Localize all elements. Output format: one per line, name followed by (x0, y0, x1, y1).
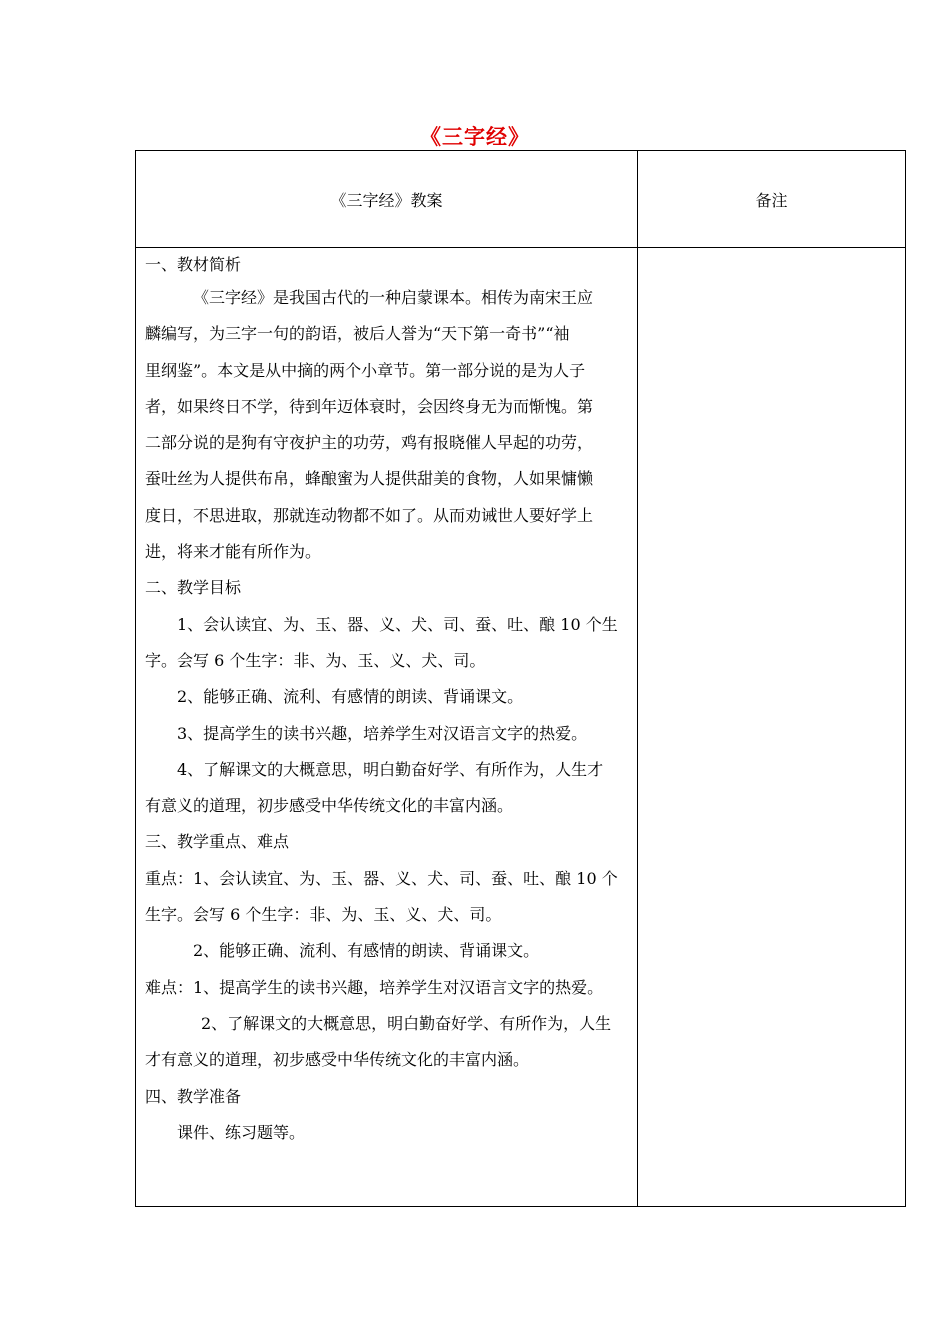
paragraph-line: 二部分说的是狗有守夜护主的功劳，鸡有报晓催人早起的功劳， (145, 433, 594, 453)
paragraph-line: 者，如果终日不学，待到年迈体衰时，会因终身无为而惭愧。第 (145, 396, 594, 416)
header-note-cell (638, 151, 906, 248)
paragraph-line: 麟编写，为三字一句的韵语，被后人誉为“天下第一奇书”“袖 (145, 324, 570, 344)
paragraph-line: 进，将来才能有所作为。 (145, 542, 322, 562)
list-item-line: 课件、练习题等。 (177, 1122, 306, 1142)
list-item-line: 2、能够正确、流利、有感情的朗读、背诵课文。 (193, 941, 540, 961)
list-item-line: 重点：1、会认读宜、为、玉、器、义、犬、司、蚕、吐、酿 10 个 (145, 868, 618, 888)
paragraph-line: 里纲鉴”。本文是从中摘的两个小章节。第一部分说的是为人子 (145, 360, 586, 380)
header-note-label: 备注 (755, 190, 788, 210)
header-main-label: 《三字经》教案 (330, 190, 443, 210)
list-item-line: 2、能够正确、流利、有感情的朗读、背诵课文。 (177, 687, 524, 707)
list-item-line: 字。会写 6 个生字：非、为、玉、义、犬、司。 (145, 650, 486, 670)
list-item-line: 1、会认读宜、为、玉、器、义、犬、司、蚕、吐、酿 10 个生 (177, 614, 618, 634)
paragraph-line: 蚕吐丝为人提供布帛，蜂酿蜜为人提供甜美的食物，人如果慵懒 (145, 469, 594, 489)
paragraph-line: 《三字经》是我国古代的一种启蒙课本。相传为南宋王应 (193, 288, 594, 307)
list-item-line: 4、了解课文的大概意思，明白勤奋好学、有所作为，人生才 (177, 759, 604, 779)
lesson-content-cell (136, 248, 638, 1207)
list-item-line: 2、了解课文的大概意思，明白勤奋好学、有所作为，人生 (201, 1013, 612, 1033)
list-item-line: 才有意义的道理，初步感受中华传统文化的丰富内涵。 (145, 1050, 530, 1070)
list-item-line: 3、提高学生的读书兴趣，培养学生对汉语言文字的热爱。 (177, 723, 588, 743)
table-body-row (136, 248, 906, 1207)
paragraph-line: 度日，不思进取，那就连动物都不如了。从而劝诫世人要好学上 (145, 505, 594, 525)
list-item-line: 难点：1、提高学生的读书兴趣，培养学生对汉语言文字的热爱。 (145, 977, 604, 997)
document-title: 《三字经》 (420, 124, 530, 149)
lesson-plan-table (135, 150, 906, 1207)
section-heading: 一、教材简析 (145, 255, 242, 274)
notes-cell (638, 248, 906, 1207)
section-heading: 四、教学准备 (145, 1086, 242, 1106)
header-main-cell (136, 151, 638, 248)
list-item-line: 有意义的道理，初步感受中华传统文化的丰富内涵。 (145, 796, 514, 816)
table-header-row (136, 151, 906, 248)
section-heading: 三、教学重点、难点 (145, 832, 290, 852)
list-item-line: 生字。会写 6 个生字：非、为、玉、义、犬、司。 (145, 905, 502, 925)
section-heading: 二、教学目标 (145, 578, 242, 598)
